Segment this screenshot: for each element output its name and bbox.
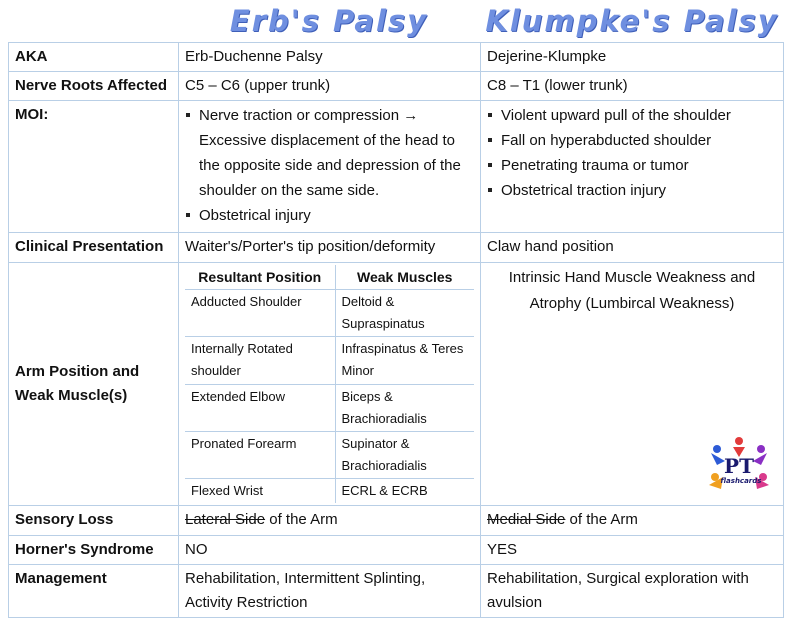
weak-muscles-header: Weak Muscles <box>335 265 474 290</box>
arm-inner-table <box>185 265 474 503</box>
row-nerve-roots <box>9 72 784 101</box>
position-cell: Adducted Shoulder <box>185 290 335 337</box>
muscles-cell: Infraspinatus & Teres Minor <box>335 337 474 385</box>
logo-flashcards-text: flashcards <box>720 477 762 485</box>
table-row <box>185 432 474 479</box>
moi-label: MOI: <box>9 101 179 233</box>
klumpkes-palsy-header: Klumpke's Palsy <box>485 4 779 38</box>
moi-erb-list <box>185 103 474 228</box>
table-row <box>185 385 474 432</box>
sensory-klumpke-side: Medial Side <box>487 511 566 528</box>
horner-label: Horner's Syndrome <box>9 536 179 565</box>
muscles-cell: ECRL & ECRB <box>335 479 474 504</box>
management-klumpke: Rehabilitation, Surgical exploration with avulsion <box>481 565 784 618</box>
arm-erb-cell <box>179 263 481 506</box>
muscles-cell: Deltoid & Supraspinatus <box>335 290 474 337</box>
pt-flashcards-logo-icon <box>703 427 775 499</box>
position-cell: Extended Elbow <box>185 385 335 432</box>
management-label: Management <box>9 565 179 618</box>
resultant-position-header: Resultant Position <box>185 265 335 290</box>
comparison-table <box>8 42 784 618</box>
row-arm-position <box>9 263 784 506</box>
pt-flashcards-logo <box>703 427 775 499</box>
arm-klumpke-text: Intrinsic Hand Muscle Weakness and Atrophy (Lumbircal Weakness) <box>508 269 756 312</box>
position-cell: Flexed Wrist <box>185 479 335 504</box>
sensory-erb-side: Lateral Side <box>185 511 266 528</box>
table-row <box>185 290 474 337</box>
sensory-erb-rest: of the Arm <box>265 511 338 528</box>
row-aka <box>9 43 784 72</box>
arm-label: Arm Position and Weak Muscle(s) <box>9 263 179 506</box>
aka-erb: Erb-Duchenne Palsy <box>179 43 481 72</box>
moi-klumpke <box>481 101 784 233</box>
logo-pt-text: PT <box>724 454 754 478</box>
moi-erb <box>179 101 481 233</box>
clinical-label: Clinical Presentation <box>9 233 179 263</box>
sensory-klumpke-rest: of the Arm <box>565 511 638 528</box>
list-item: Obstetrical traction injury <box>499 178 777 203</box>
muscles-cell: Biceps & Brachioradialis <box>335 385 474 432</box>
row-clinical-presentation <box>9 233 784 263</box>
muscles-cell: Supinator & Brachioradialis <box>335 432 474 479</box>
arm-klumpke <box>481 263 784 506</box>
list-item: Nerve traction or compression → Excessive displacement of the head to the opposite side and depression of the shoulder on the same side. <box>197 103 474 203</box>
nerve-roots-erb: C5 – C6 (upper trunk) <box>179 72 481 101</box>
table-row <box>185 337 474 385</box>
position-cell: Pronated Forearm <box>185 432 335 479</box>
sensory-erb <box>179 506 481 536</box>
management-erb: Rehabilitation, Intermittent Splinting, Activity Restriction <box>179 565 481 618</box>
row-management <box>9 565 784 618</box>
nerve-roots-klumpke: C8 – T1 (lower trunk) <box>481 72 784 101</box>
nerve-roots-label: Nerve Roots Affected <box>9 72 179 101</box>
sensory-klumpke <box>481 506 784 536</box>
horner-erb: NO <box>179 536 481 565</box>
moi-klumpke-list <box>487 103 777 203</box>
list-item: Fall on hyperabducted shoulder <box>499 128 777 153</box>
list-item: Penetrating trauma or tumor <box>499 153 777 178</box>
list-item: Violent upward pull of the shoulder <box>499 103 777 128</box>
row-sensory-loss <box>9 506 784 536</box>
aka-label: AKA <box>9 43 179 72</box>
list-item: Obstetrical injury <box>197 203 474 228</box>
position-cell: Internally Rotated shoulder <box>185 337 335 385</box>
table-row <box>185 479 474 504</box>
clinical-klumpke: Claw hand position <box>481 233 784 263</box>
erbs-palsy-header: Erb's Palsy <box>229 4 429 38</box>
row-moi <box>9 101 784 233</box>
sensory-label: Sensory Loss <box>9 506 179 536</box>
clinical-erb: Waiter's/Porter's tip position/deformity <box>179 233 481 263</box>
row-horners-syndrome <box>9 536 784 565</box>
inner-header-row <box>185 265 474 290</box>
horner-klumpke: YES <box>481 536 784 565</box>
aka-klumpke: Dejerine-Klumpke <box>481 43 784 72</box>
